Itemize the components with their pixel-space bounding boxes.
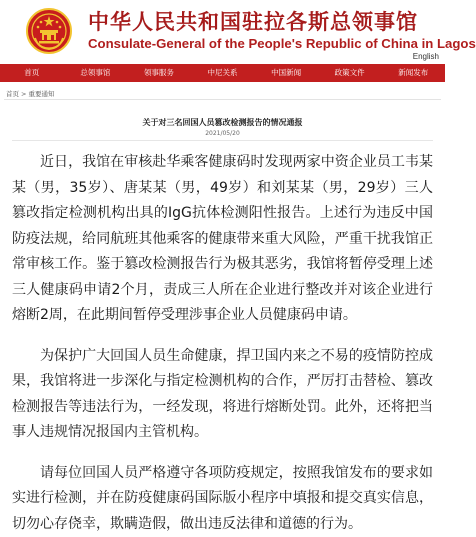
breadcrumb-current[interactable]: 重要通知 [28, 89, 54, 98]
nav-item-home[interactable]: 首页 [0, 64, 64, 82]
title-divider [12, 140, 433, 141]
article-paragraph: 为保护广大回国人员生命健康，捍卫国内来之不易的疫情防控成果，我馆将进一步深化与指定检测机构的合作，严厉打击替检、篡改检测报告等违法行为，一经发现，将进行熔断处罚。此外，还将把当事人违规情况报国内主管机构。 [12, 344, 433, 446]
english-language-link[interactable]: English [413, 52, 439, 61]
article-title: 关于对三名回国人员篡改检测报告的情况通报 [0, 117, 445, 128]
nav-item-consulate[interactable]: 总领事馆 [64, 64, 128, 82]
breadcrumb-separator: > [21, 90, 26, 98]
breadcrumb-home-link[interactable]: 首页 [6, 89, 19, 98]
article-body [12, 150, 433, 537]
breadcrumb-divider [4, 99, 441, 100]
site-title-chinese[interactable]: 中华人民共和国驻拉各斯总领事馆 [88, 6, 418, 36]
article-date: 2021/05/20 [0, 130, 445, 137]
national-emblem-icon[interactable] [26, 8, 72, 54]
site-header [0, 0, 445, 64]
main-navigation [0, 64, 445, 82]
nav-item-consular-services[interactable]: 领事服务 [127, 64, 191, 82]
article-paragraph: 近日，我馆在审核赴华乘客健康码时发现两家中资企业员工韦某某（男，35岁）、唐某某（男，49岁）和刘某某（男，29岁）三人篡改指定检测机构出具的IgG抗体检测阳性报告。上述行为违反中国防疫法规，给同航班其他乘客的健康带来重大风险，严重干扰我馆正常审核工作。鉴于篡改检测报告行为极其恶劣，我馆将暂停受理上述三人健康码申请2个月，责成三人所在企业进行整改并对该企业进行熔断2周，在此期间暂停受理涉事企业人员健康码申请。 [12, 150, 433, 329]
site-title-english[interactable]: Consulate-General of the People's Republic of China in Lagos [88, 36, 476, 51]
nav-item-policy-documents[interactable]: 政策文件 [318, 64, 382, 82]
nav-item-china-nigeria-relations[interactable]: 中尼关系 [191, 64, 255, 82]
nav-item-press-releases[interactable]: 新闻发布 [381, 64, 445, 82]
article-paragraph: 请每位回国人员严格遵守各项防疫规定，按照我馆发布的要求如实进行检测，并在防疫健康码国际版小程序中填报和提交真实信息，切勿心存侥幸，欺瞒造假，做出违反法律和道德的行为。 [12, 461, 433, 537]
nav-item-china-news[interactable]: 中国新闻 [254, 64, 318, 82]
breadcrumb [6, 89, 54, 98]
